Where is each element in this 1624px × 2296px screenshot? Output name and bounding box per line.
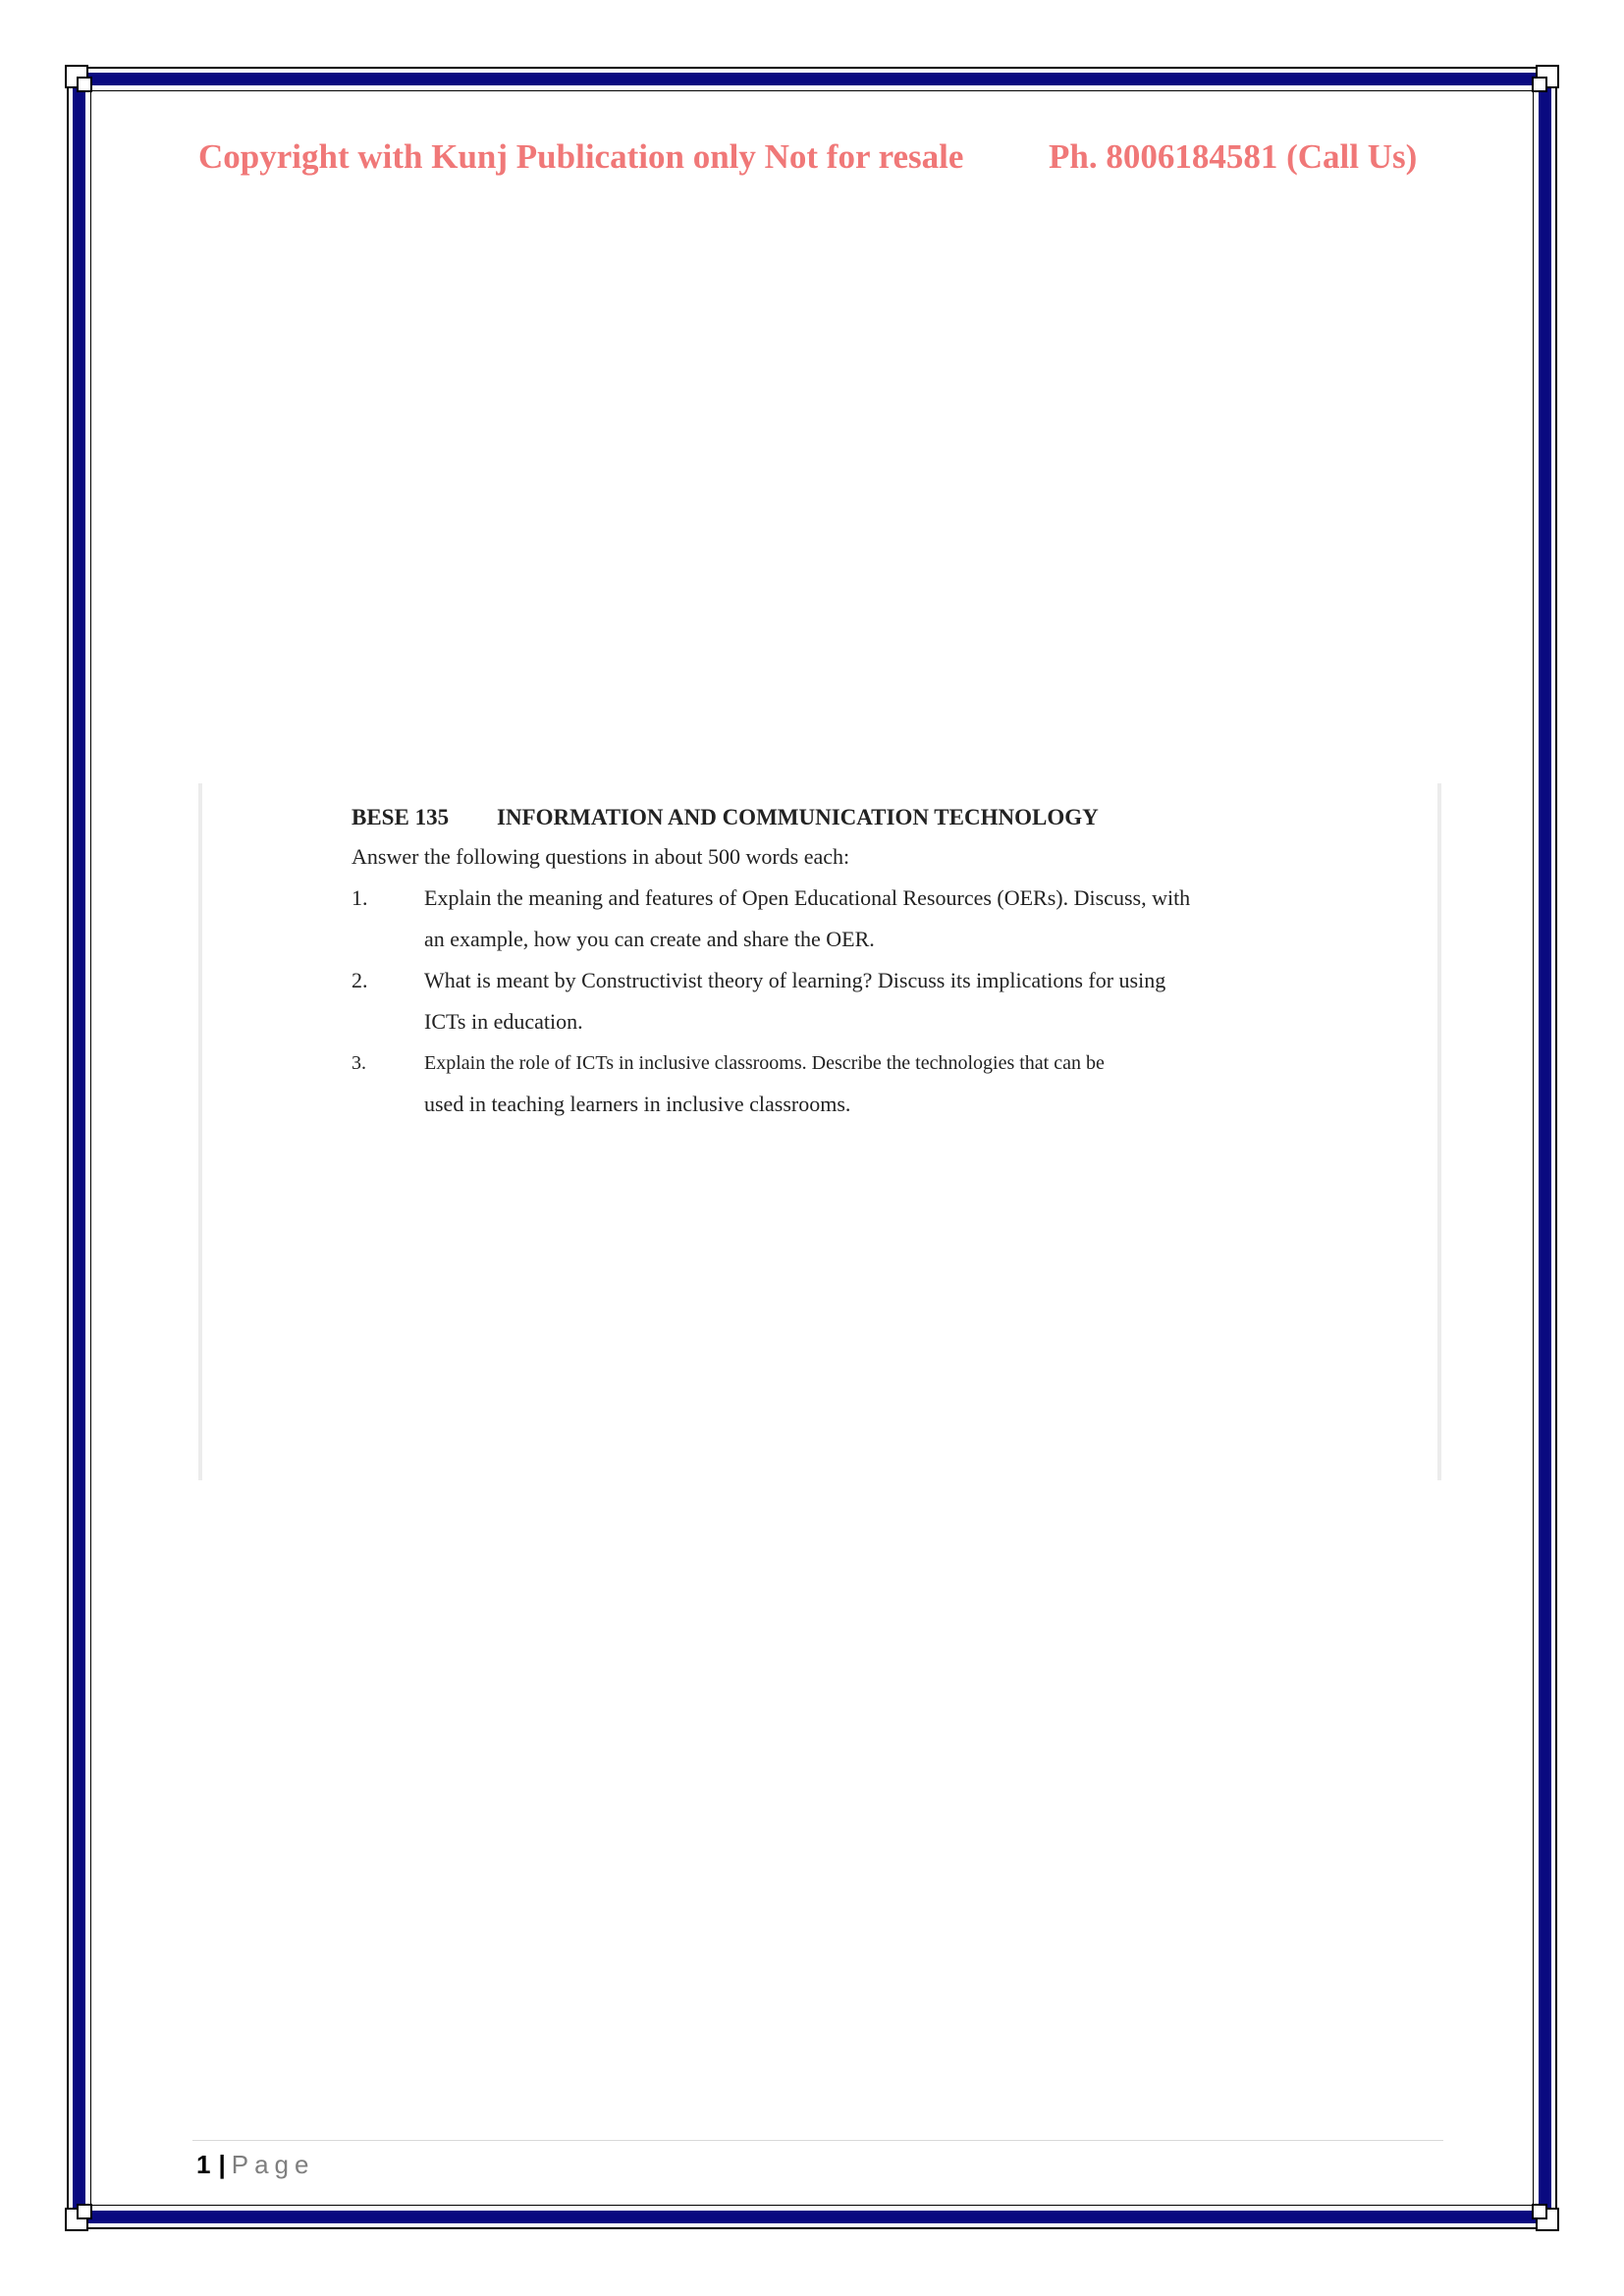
question-number: 3. <box>352 1052 366 1074</box>
question-text-line: ICTs in education. <box>424 1009 583 1034</box>
question-text-line: an example, how you can create and share the OER. <box>424 927 875 951</box>
instruction-text: Answer the following questions in about 500 words each: <box>352 844 850 869</box>
border-corner-ornament <box>65 2196 100 2231</box>
question-item <box>352 960 1333 1042</box>
footer-divider <box>192 2140 1443 2141</box>
footer-separator: | <box>218 2150 226 2179</box>
border-corner-ornament <box>1524 65 1559 100</box>
border-corner-ornament <box>65 65 100 100</box>
question-item <box>352 878 1333 960</box>
page-footer <box>196 2148 314 2181</box>
question-text-line: Explain the role of ICTs in inclusive classrooms. Describe the technologies that can be <box>424 1052 1105 1074</box>
copyright-notice: Copyright with Kunj Publication only Not for resale <box>198 137 964 176</box>
page-label: Page <box>231 2150 315 2179</box>
course-heading <box>352 799 1333 836</box>
question-item <box>352 1042 1333 1125</box>
question-text-line: used in teaching learners in inclusive classrooms. <box>424 1092 851 1116</box>
page-number: 1 <box>196 2150 211 2179</box>
page-header <box>198 137 1435 183</box>
question-number: 2. <box>352 968 368 992</box>
course-code: BESE 135 <box>352 805 450 829</box>
question-text-line: Explain the meaning and features of Open Educational Resources (OERs). Discuss, with <box>424 885 1191 910</box>
question-paper-content <box>352 799 1333 1125</box>
contact-phone: Ph. 8006184581 (Call Us) <box>1049 137 1418 176</box>
question-text-line: What is meant by Constructivist theory of learning? Discuss its implications for using <box>424 968 1166 992</box>
question-number: 1. <box>352 885 368 910</box>
question-paper-image <box>198 783 1441 1480</box>
border-corner-ornament <box>1524 2196 1559 2231</box>
course-title: INFORMATION AND COMMUNICATION TECHNOLOGY <box>497 805 1099 829</box>
